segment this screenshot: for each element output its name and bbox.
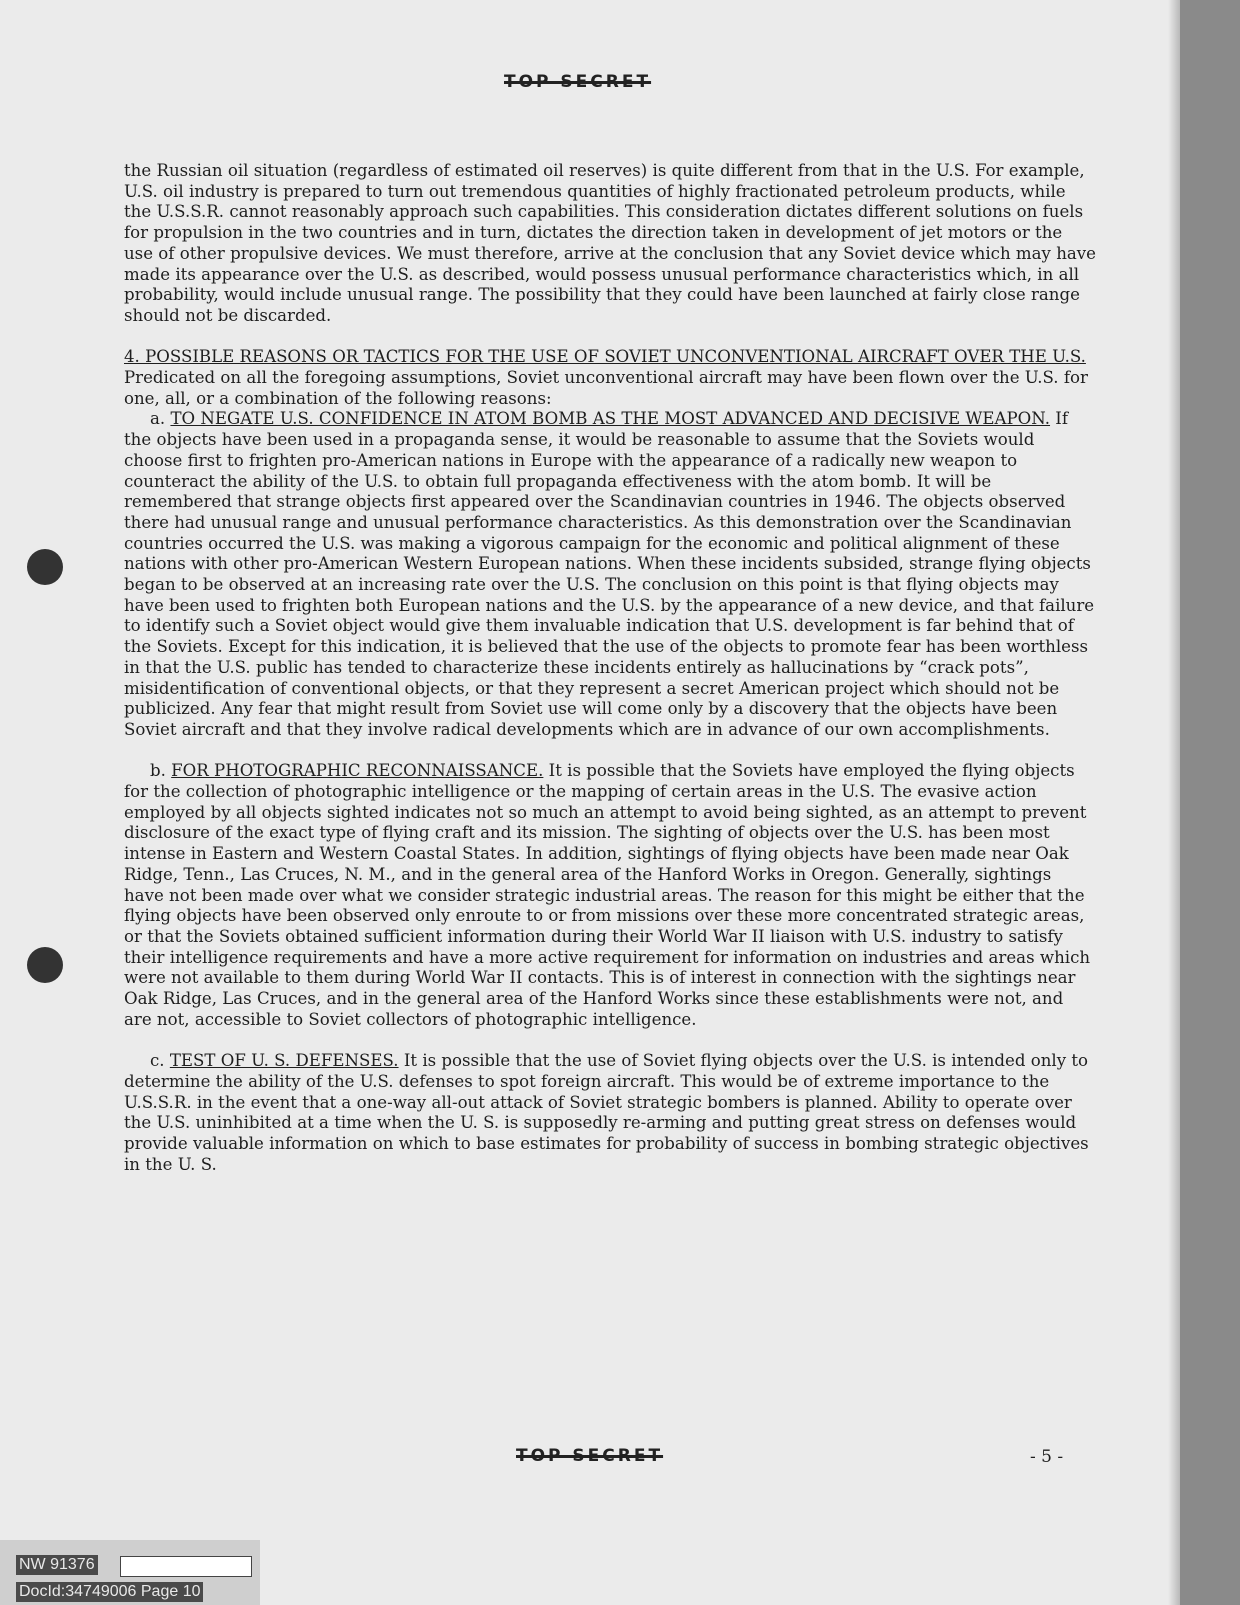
page-number: - 5 - [1030, 1447, 1064, 1467]
section-4-heading: 4. POSSIBLE REASONS OR TACTICS FOR THE USE OF SOVIET UNCONVENTIONAL AIRCRAFT OVER THE U.S. [124, 347, 1086, 367]
item-c-paragraph [124, 1051, 1096, 1175]
item-c-heading: TEST OF U. S. DEFENSES. [169, 1051, 399, 1071]
section-4-text: Predicated on all the foregoing assumptions, Soviet unconventional aircraft may have been flown over the U.S. for one, all, or a combination of the following reasons: [124, 368, 1088, 408]
item-b-text: It is possible that the Soviets have employed the flying objects for the collection of photographic intelligence or the mapping of certain areas in the U.S. The evasive action employed by all objects sighted indicates not so much an attempt to avoid being sighted, as an attempt to prevent disclosure of the exact type of flying craft and its mission. The sighting of objects over the U.S. has been most intense in Eastern and Western Coastal States. In addition, sightings of flying objects have been made near Oak Ridge, Tenn., Las Cruces, N. M., and in the general area of the Hanford Works in Oregon. Generally, sightings have not been made over what we consider strategic industrial areas. The reason for this might be either that the flying objects have been observed only enroute to or from missions over these more concentrated strategic areas, or that the Soviets obtained sufficient information during their World War II liaison with U.S. industry to satisfy their intelligence requirements and have a more active requirement for information on industries and areas which were not available to them during World War II contacts. This is of interest in connection with the sightings near Oak Ridge, Las Cruces, and in the general area of the Hanford Works since these establishments were not, and are not, accessible to Soviet collectors of photographic intelligence. [124, 761, 1091, 1029]
item-a-heading: TO NEGATE U.S. CONFIDENCE IN ATOM BOMB AS THE MOST ADVANCED AND DECISIVE WEAPON. [170, 409, 1051, 429]
item-c-text: It is possible that the use of Soviet flying objects over the U.S. is intended only to determine the ability of the U.S. defenses to spot foreign aircraft. This would be of extreme importance to the U.S.S.R. in the event that a one-way all-out attack of Soviet strategic bombers is planned. Ability to operate over the U.S. uninhibited at a time when the U. S. is supposedly re-arming and putting great stress on defenses would provide valuable information on which to base estimates for probability of success in bombing strategic objectives in the U. S. [124, 1051, 1089, 1174]
intro-paragraph: the Russian oil situation (regardless of estimated oil reserves) is quite different from that in the U.S. For example, U.S. oil industry is prepared to turn out tremendous quantities of highly fractionated petroleum products, while the U.S.S.R. cannot reasonably approach such capabilities. This consideration dictates different solutions on fuels for propulsion in the two countries and in turn, dictates the direction taken in development of jet motors or the use of other propulsive devices. We must therefore, arrive at the conclusion that any Soviet device which may have made its appearance over the U.S. as described, would possess unusual performance characteristics which, in all probability, would include unusual range. The possibility that they could have been launched at fairly close range should not be discarded. [124, 161, 1096, 325]
document-body [124, 161, 1096, 1175]
scanner-background [1180, 0, 1240, 1605]
archive-record-number: NW 91376 [16, 1555, 98, 1575]
item-a-paragraph [124, 409, 1096, 740]
item-c-prefix: c. [150, 1051, 170, 1071]
item-b-paragraph [124, 761, 1096, 1030]
punch-hole [27, 947, 63, 983]
redaction-box [120, 1556, 252, 1577]
archive-doc-id: DocId:34749006 Page 10 [16, 1582, 203, 1602]
item-b-heading: FOR PHOTOGRAPHIC RECONNAISSANCE. [171, 761, 544, 781]
punch-hole [27, 549, 63, 585]
classification-footer: TOP SECRET [516, 1446, 664, 1466]
section-4-paragraph [124, 347, 1096, 409]
item-b-prefix: b. [150, 761, 172, 781]
item-a-prefix: a. [150, 409, 171, 429]
item-a-text: If the objects have been used in a propaganda sense, it would be reasonable to assume that the Soviets would choose first to frighten pro-American nations in Europe with the appearance of a radically new weapon to counteract the ability of the U.S. to obtain full propaganda effectiveness with the atom bomb. It will be remembered that strange objects first appeared over the Scandinavian countries in 1946. The objects observed there had unusual range and unusual performance characteristics. As this demonstration over the Scandinavian countries occurred the U.S. was making a vigorous campaign for the economic and political alignment of these nations with other pro-American Western European nations. When these incidents subsided, strange flying objects began to be observed at an increasing rate over the U.S. The conclusion on this point is that flying objects may have been used to frighten both European nations and the U.S. by the appearance of a new device, and that failure to identify such a Soviet object would give them invaluable indication that U.S. development is far behind that of the Soviets. Except for this indication, it is believed that the use of the objects to promote fear has been worthless in that the U.S. public has tended to characterize these incidents entirely as hallucinations by “crack pots”, misidentification of conventional objects, or that they represent a secret American project which should not be publicized. Any fear that might result from Soviet use will come only by a discovery that the objects have been Soviet aircraft and that they involve radical developments which are in advance of our own accomplishments. [124, 409, 1095, 739]
classification-header: TOP SECRET [504, 72, 652, 92]
